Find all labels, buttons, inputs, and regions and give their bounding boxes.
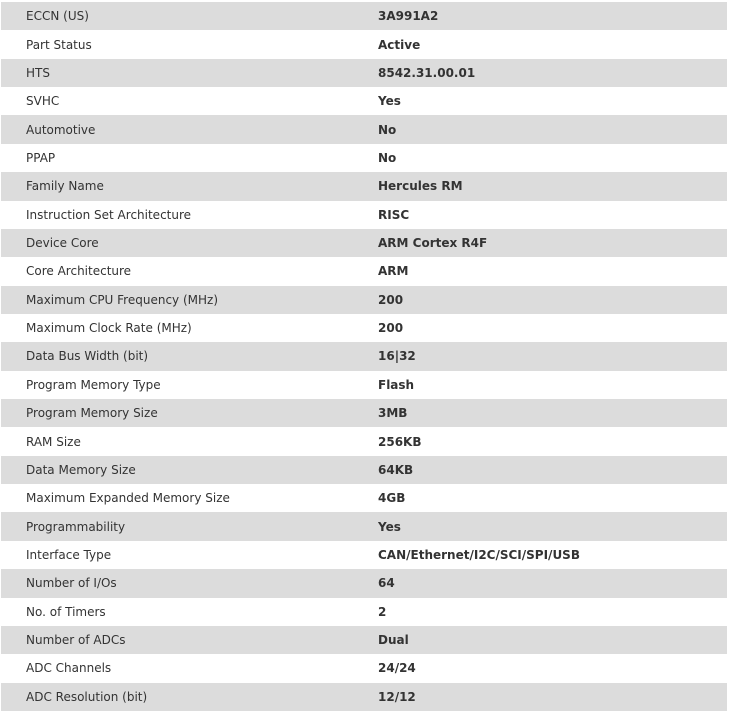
spec-value: 3MB (378, 399, 727, 427)
spec-label: ECCN (US) (1, 2, 378, 30)
spec-value: ARM Cortex R4F (378, 229, 727, 257)
spec-label: Maximum CPU Frequency (MHz) (1, 286, 378, 314)
spec-label: ADC Channels (1, 654, 378, 682)
spec-row (1, 569, 727, 597)
spec-label: Number of ADCs (1, 626, 378, 654)
spec-value: 200 (378, 286, 727, 314)
spec-label: No. of Timers (1, 598, 378, 626)
spec-label: HTS (1, 59, 378, 87)
spec-label: Number of I/Os (1, 569, 378, 597)
spec-label: SVHC (1, 87, 378, 115)
spec-row (1, 342, 727, 370)
spec-value: 64 (378, 569, 727, 597)
spec-row (1, 257, 727, 285)
spec-value: Dual (378, 626, 727, 654)
spec-row (1, 626, 727, 654)
spec-row (1, 427, 727, 455)
spec-row (1, 144, 727, 172)
spec-label: Data Memory Size (1, 456, 378, 484)
spec-value: Yes (378, 87, 727, 115)
spec-value: 64KB (378, 456, 727, 484)
spec-value: 24/24 (378, 654, 727, 682)
spec-row (1, 314, 727, 342)
spec-row (1, 30, 727, 58)
spec-row (1, 541, 727, 569)
spec-label: Program Memory Size (1, 399, 378, 427)
spec-label: ADC Resolution (bit) (1, 683, 378, 711)
spec-label: PPAP (1, 144, 378, 172)
spec-row (1, 2, 727, 30)
spec-value: 16|32 (378, 342, 727, 370)
spec-value: 8542.31.00.01 (378, 59, 727, 87)
spec-value: Yes (378, 512, 727, 540)
spec-label: Interface Type (1, 541, 378, 569)
spec-value: 3A991A2 (378, 2, 727, 30)
spec-label: Maximum Clock Rate (MHz) (1, 314, 378, 342)
spec-value: 256KB (378, 427, 727, 455)
spec-value: 2 (378, 598, 727, 626)
spec-row (1, 598, 727, 626)
spec-value: 12/12 (378, 683, 727, 711)
spec-table-body (1, 2, 727, 711)
spec-row (1, 456, 727, 484)
spec-label: Program Memory Type (1, 371, 378, 399)
spec-value: Flash (378, 371, 727, 399)
spec-value: Hercules RM (378, 172, 727, 200)
spec-value: RISC (378, 201, 727, 229)
spec-value: No (378, 144, 727, 172)
spec-value: Active (378, 30, 727, 58)
spec-label: Automotive (1, 115, 378, 143)
spec-value: CAN/Ethernet/I2C/SCI/SPI/USB (378, 541, 727, 569)
spec-label: Device Core (1, 229, 378, 257)
spec-label: RAM Size (1, 427, 378, 455)
spec-label: Family Name (1, 172, 378, 200)
spec-row (1, 172, 727, 200)
spec-row (1, 115, 727, 143)
spec-row (1, 87, 727, 115)
spec-row (1, 286, 727, 314)
spec-label: Maximum Expanded Memory Size (1, 484, 378, 512)
spec-value: 200 (378, 314, 727, 342)
spec-row (1, 59, 727, 87)
spec-value: ARM (378, 257, 727, 285)
spec-label: Instruction Set Architecture (1, 201, 378, 229)
spec-row (1, 654, 727, 682)
spec-label: Part Status (1, 30, 378, 58)
spec-label: Data Bus Width (bit) (1, 342, 378, 370)
spec-row (1, 201, 727, 229)
spec-row (1, 399, 727, 427)
spec-row (1, 229, 727, 257)
spec-label: Programmability (1, 512, 378, 540)
spec-row (1, 484, 727, 512)
spec-row (1, 371, 727, 399)
spec-value: No (378, 115, 727, 143)
spec-label: Core Architecture (1, 257, 378, 285)
spec-row (1, 512, 727, 540)
spec-table (1, 2, 727, 711)
spec-value: 4GB (378, 484, 727, 512)
spec-row (1, 683, 727, 711)
